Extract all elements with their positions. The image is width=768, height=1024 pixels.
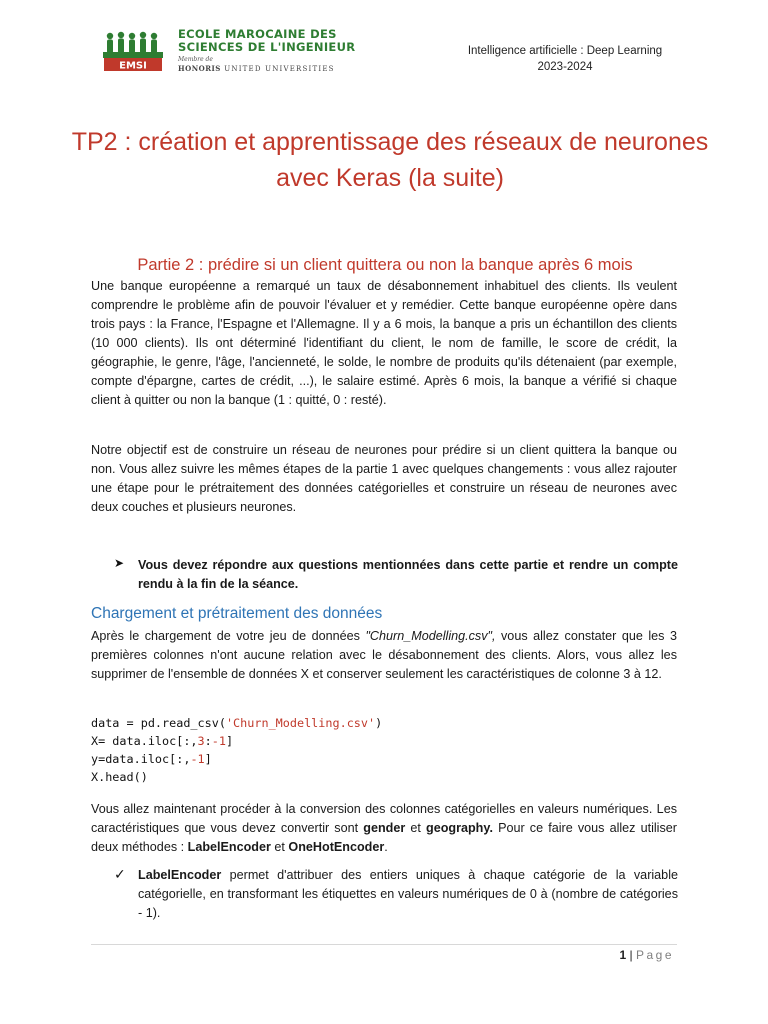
- labelencoder-term: LabelEncoder: [138, 868, 222, 882]
- footer-separator: |: [629, 948, 633, 962]
- code-block: [91, 714, 382, 786]
- academic-year: 2023-2024: [537, 61, 593, 73]
- conversion-paragraph: [91, 800, 677, 857]
- code-line1-a: data = pd.read_csv(: [91, 716, 226, 730]
- code-line1-b: ): [375, 716, 383, 730]
- logo-line1: ECOLE MAROCAINE DES: [178, 27, 337, 41]
- school-logo: [100, 26, 396, 76]
- page-label: Page: [635, 948, 674, 962]
- dataset-filename: "Churn_Modelling.csv",: [365, 629, 496, 643]
- page-footer: [619, 948, 674, 962]
- emsi-logo-icon: [100, 30, 172, 72]
- code-line1-string: 'Churn_Modelling.csv': [225, 716, 376, 730]
- part-title: Partie 2 : prédire si un client quittera ou non la banque après 6 mois: [137, 256, 633, 274]
- loading-text-before: Après le chargement de votre jeu de données: [91, 629, 366, 643]
- code-line3-num: -1: [190, 752, 205, 766]
- method-onehotencoder: OneHotEncoder: [288, 840, 385, 854]
- loading-text-after: vous allez constater que les 3 premières colonnes n'ont aucune relation avec le désabonnement des clients. Alors, vous allez les supprimer de l'ensemble de données X et conserver seulement les caractéristiques de colonne 3 à 12.: [91, 629, 677, 681]
- logo-network: UNITED UNIVERSITIES: [224, 65, 335, 73]
- code-line2-b: :: [204, 734, 212, 748]
- method-labelencoder: LabelEncoder: [187, 840, 271, 854]
- labelencoder-description: permet d'attribuer des entiers uniques à chaque catégorie de la variable catégorielle, en transformant les étiquettes en valeurs numériques de 0 à (nombre de catégories - 1).: [138, 868, 678, 920]
- section-title: Chargement et prétraitement des données: [91, 605, 383, 622]
- logo-honoris: [178, 64, 335, 73]
- conversion-text-1: Vous allez maintenant procéder à la conversion des colonnes catégorielles en valeurs numériques. Les caractéristiques que vous devez convertir sont: [91, 802, 677, 835]
- course-name: Intelligence artificielle : Deep Learning: [467, 45, 663, 57]
- labelencoder-text: [138, 866, 678, 923]
- logo-line2: SCIENCES DE L'INGENIEUR: [178, 40, 356, 54]
- course-header: [440, 43, 690, 75]
- code-line3-a: y=data.iloc[:,: [91, 752, 191, 766]
- code-line4: X.head(): [91, 770, 148, 784]
- code-line3-b: ]: [204, 752, 212, 766]
- feature-geography: geography.: [426, 821, 493, 835]
- loading-paragraph: [91, 627, 677, 684]
- arrow-bullet-icon: ➤: [114, 556, 125, 570]
- conversion-text-3: Pour ce faire vous allez utiliser deux méthodes :: [91, 821, 677, 854]
- conversion-text-5: .: [384, 840, 388, 854]
- feature-gender: gender: [363, 821, 406, 835]
- conversion-text-4: et: [270, 840, 289, 854]
- code-line2-a: X= data.iloc[:,: [91, 734, 198, 748]
- conversion-text-2: et: [405, 821, 426, 835]
- instruction-text: Vous devez répondre aux questions mentionnées dans cette partie et rendre un compte rendu à la fin de la séance.: [138, 558, 678, 591]
- code-line2-c: ]: [225, 734, 234, 748]
- logo-member: Membre de: [178, 56, 213, 63]
- logo-honoris-brand: HONORIS: [178, 64, 221, 73]
- code-line2-num2: -1: [211, 734, 226, 748]
- intro-paragraph: Une banque européenne a remarqué un taux de désabonnement inhabituel des clients. Ils veulent comprendre le problème afin de pouvoir l'évaluer et y remédier. Cette banque européenne opère dans trois pays : la France, l'Espagne et l'Allemagne. Il y a 6 mois, la banque a pris un échantillon des clients (10 000 clients). Ils ont déterminé l'identifiant du client, le nom de famille, le score de crédit, la géographie, le genre, l'âge, l'ancienneté, le solde, le nombre de produits qu'ils détenaient (par exemple, compte d'épargne, cartes de crédit, ...), le salaire estimé. Après 6 mois, la banque a vérifié si chaque client à quitter ou non la banque (1 : quitté, 0 : resté).: [91, 279, 677, 407]
- logo-abbrev: EMSI: [119, 60, 147, 72]
- document-title: TP2 : création et apprentissage des réseaux de neurones avec Keras (la suite): [71, 128, 709, 192]
- objective-paragraph: Notre objectif est de construire un réseau de neurones pour prédire si un client quittera la banque ou non. Vous allez suivre les mêmes étapes de la partie 1 avec quelques changements : vous allez rajouter une étape pour le prétraitement des données catégorielles et construire un réseau de neurones avec deux couches et plusieurs neurones.: [91, 443, 677, 514]
- checkmark-icon: ✓: [114, 866, 126, 882]
- footer-divider: [91, 944, 677, 945]
- page-number: 1: [619, 948, 627, 962]
- code-line2-num1: 3: [197, 734, 205, 748]
